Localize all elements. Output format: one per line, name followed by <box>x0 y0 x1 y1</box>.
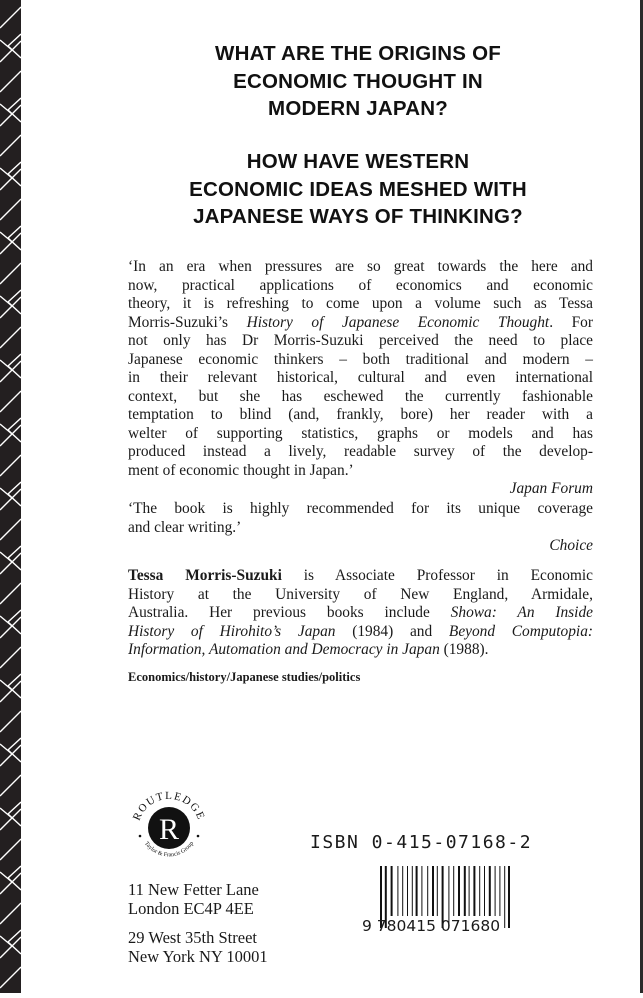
barcode-bar <box>407 866 408 916</box>
heading-line: WHAT ARE THE ORIGINS OF <box>215 42 501 65</box>
text-line <box>128 406 593 425</box>
text-segment: ment of economic thought in Japan.’ <box>128 461 354 479</box>
heading-line: ECONOMIC THOUGHT IN <box>233 69 483 93</box>
text-segment: Showa: An Inside <box>450 604 593 621</box>
text-segment: theory, it is refreshing to come upon a volume such as Tessa <box>128 295 593 312</box>
svg-text:Taylor & Francis Group: Taylor & Francis Group <box>142 840 196 859</box>
barcode-bar <box>469 866 470 916</box>
text-segment: Japanese economic thinkers – both traditional and modern – <box>128 350 593 368</box>
text-line <box>128 295 593 314</box>
bio-text <box>128 567 593 660</box>
text-line <box>128 604 593 623</box>
barcode-bar <box>432 866 434 916</box>
review-quote-choice <box>128 500 593 556</box>
text-segment: History of Japanese Economic Thought <box>246 313 550 331</box>
text-line <box>128 258 593 277</box>
heading-origins <box>108 40 608 123</box>
text-line <box>128 443 593 462</box>
text-segment: Australia. Her previous books include <box>128 604 451 621</box>
text-line <box>128 277 593 296</box>
quote-source: Choice <box>549 537 593 554</box>
text-segment: in their relevant historical, cultural and even international <box>128 369 593 386</box>
text-line <box>128 519 593 538</box>
address-line: 29 West 35th Street <box>128 928 257 947</box>
heading-western-ideas <box>108 148 608 231</box>
barcode-bar <box>416 866 418 916</box>
text-line <box>128 641 593 660</box>
barcode-bar <box>412 866 413 916</box>
text-segment: temptation to blind (and, frankly, bore) her reader with a <box>128 406 593 423</box>
heading-line: HOW HAVE WESTERN <box>246 150 470 173</box>
barcode-bar <box>508 866 510 928</box>
text-segment: (1984) and <box>335 622 449 640</box>
text-segment: and clear writing.’ <box>128 518 242 536</box>
barcode-bar <box>453 866 454 916</box>
text-segment: Information, Automation and Democracy in Japan <box>128 641 440 658</box>
text-line <box>128 369 593 388</box>
barcode-bar <box>458 866 460 916</box>
barcode-bar <box>437 866 438 916</box>
text-segment: ‘In an era when pressures are so great towards the here and <box>128 258 593 275</box>
text-segment: is Associate Professor in Economic <box>281 567 593 584</box>
decorative-border <box>0 0 21 993</box>
text-segment: not only has Dr Morris-Suzuki perceived the need to place <box>128 332 593 349</box>
barcode-bar <box>479 866 480 916</box>
address-line: 11 New Fetter Lane <box>128 880 259 899</box>
text-segment: Tessa Morris-Suzuki <box>128 567 282 584</box>
text-line <box>128 500 593 519</box>
text-segment: welter of supporting statistics, graphs or models and has <box>128 424 593 442</box>
address-line: New York NY 10001 <box>128 947 268 966</box>
barcode-bar <box>504 866 505 928</box>
barcode-bar <box>427 866 428 916</box>
address-london <box>128 880 259 918</box>
heading-line: MODERN JAPAN? <box>268 97 448 120</box>
barcode-bar <box>473 866 475 916</box>
barcode-bar <box>495 866 496 916</box>
routledge-logo <box>128 786 210 868</box>
svg-text:R: R <box>158 813 180 846</box>
barcode-bar <box>402 866 403 916</box>
barcode-bar <box>464 866 466 916</box>
text-line <box>128 332 593 351</box>
barcode-number: 9 780415 071680 <box>362 917 501 935</box>
barcode-bar <box>421 866 422 916</box>
heading-line: ECONOMIC IDEAS MESHED WITH <box>189 177 527 201</box>
subject-category: Economics/history/Japanese studies/politics <box>128 670 361 684</box>
text-line <box>128 567 593 586</box>
barcode-bar <box>397 866 398 916</box>
address-new-york <box>128 928 268 966</box>
quote-text <box>128 258 593 480</box>
author-bio <box>128 567 593 660</box>
heading-line: JAPANESE WAYS OF THINKING? <box>193 205 523 228</box>
text-segment: Beyond Computopia: <box>448 622 594 640</box>
barcode-bar <box>484 866 485 916</box>
text-segment: History at the University of New England, Armidale, <box>128 585 593 603</box>
text-segment: now, practical applications of economics and economic <box>128 276 593 294</box>
text-segment: context, but she has eschewed the currently fashionable <box>128 387 593 405</box>
barcode-bar <box>391 866 393 916</box>
review-quote-japan-forum <box>128 258 593 499</box>
text-line <box>128 351 593 370</box>
quote-source: Japan Forum <box>509 480 593 497</box>
text-segment: . For <box>549 313 594 331</box>
text-line <box>128 586 593 605</box>
text-segment: Morris-Suzuki’s <box>128 313 247 331</box>
text-segment: (1988). <box>439 641 489 658</box>
svg-text:ROUTLEDGE: ROUTLEDGE <box>130 789 208 823</box>
text-line <box>128 388 593 407</box>
text-line <box>128 623 593 642</box>
text-segment: History of Hirohito’s Japan <box>128 622 336 640</box>
text-line <box>128 314 593 333</box>
text-segment: ‘The book is highly recommended for its unique coverage <box>128 500 593 517</box>
barcode-bar <box>499 866 500 916</box>
text-line <box>128 425 593 444</box>
quote-text <box>128 500 593 537</box>
barcode-bar <box>489 866 491 916</box>
text-line <box>128 462 593 481</box>
text-segment: produced instead a lively, readable survey of the develop- <box>128 443 593 460</box>
address-line: London EC4P 4EE <box>128 899 254 918</box>
isbn: ISBN 0-415-07168-2 <box>310 832 533 853</box>
